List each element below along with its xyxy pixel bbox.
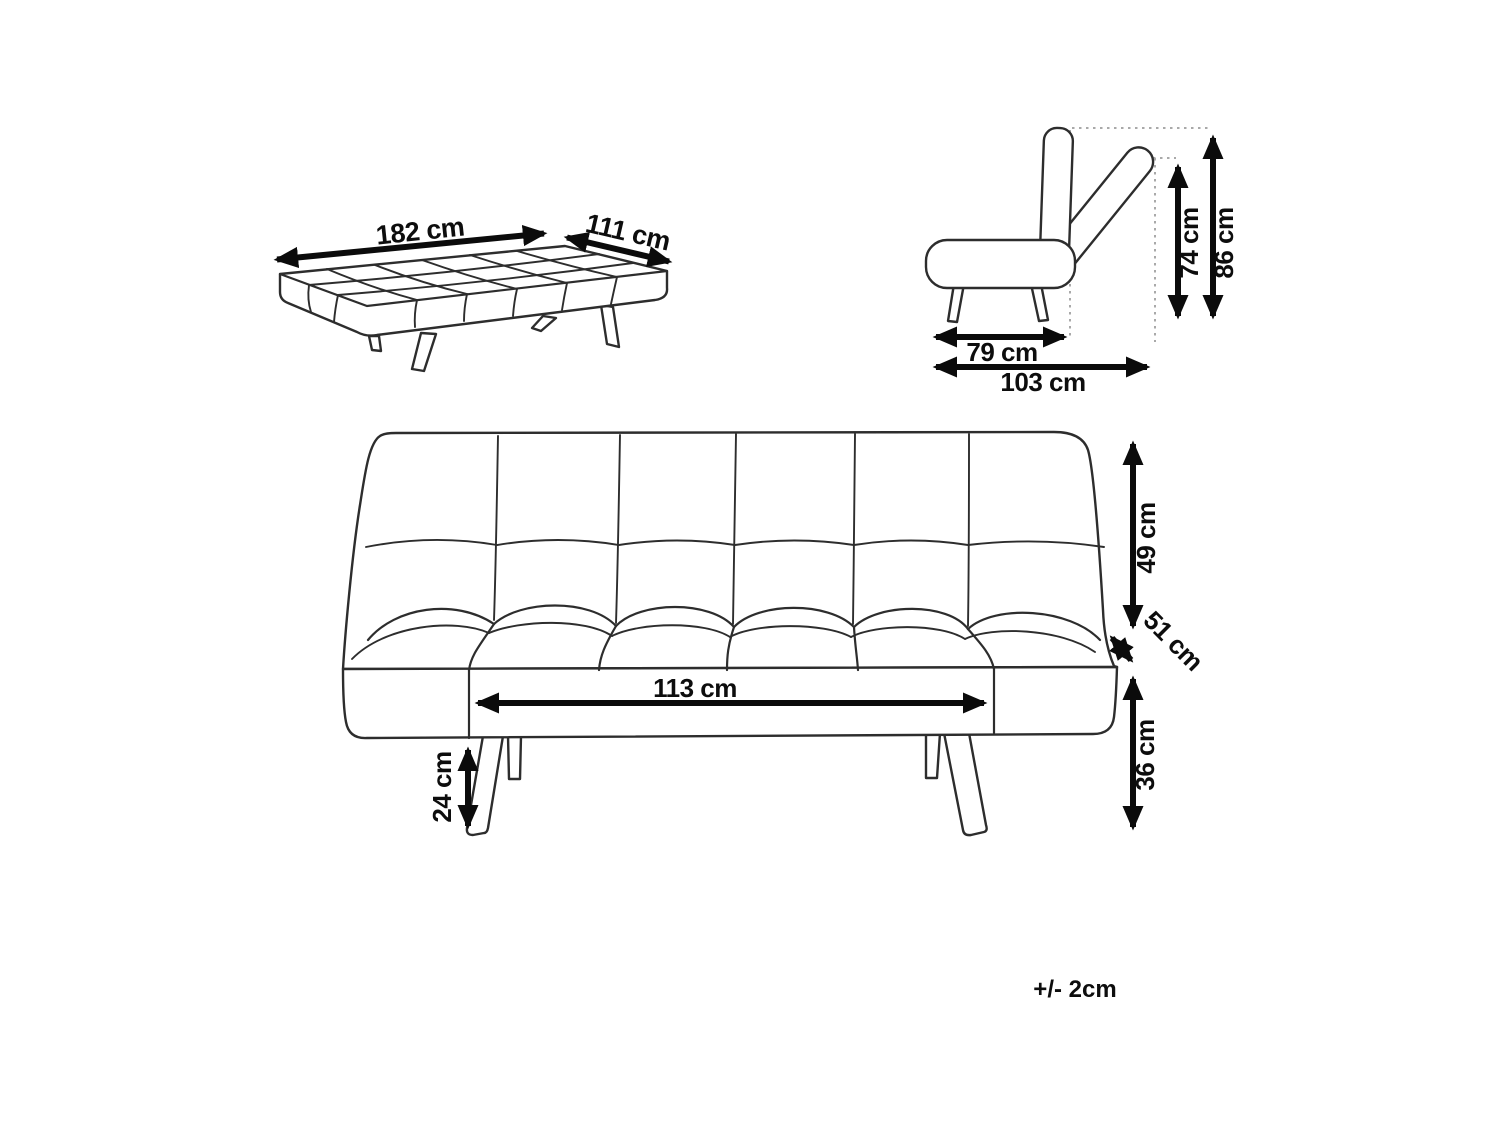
side-overall-height-label: 86 cm — [1209, 207, 1239, 279]
front-clearance-label: 24 cm — [427, 751, 457, 823]
front-backrest — [343, 432, 1117, 669]
bed-length-label: 182 cm — [374, 211, 466, 251]
side-reclined-height-label: 74 cm — [1174, 207, 1204, 279]
bed-leg — [532, 316, 556, 331]
front-backrest-seam — [968, 434, 969, 626]
side-overall-depth-label: 103 cm — [1000, 367, 1086, 397]
side-leg — [948, 284, 964, 322]
bed-leg — [601, 305, 619, 347]
side-seat-depth-label: 79 cm — [966, 337, 1038, 367]
tolerance-note: +/- 2cm — [1033, 976, 1117, 1003]
front-seat-height-label: 36 cm — [1130, 719, 1160, 791]
front-leg — [508, 736, 521, 779]
front-leg — [467, 736, 503, 835]
front-leg — [944, 733, 987, 835]
bed-flat-view — [277, 208, 673, 371]
front-backrest-height-label: 49 cm — [1131, 502, 1161, 574]
bed-leg — [412, 333, 436, 371]
front-inner-width-label: 113 cm — [653, 673, 737, 703]
front-view — [343, 432, 1209, 835]
front-seat-diagonal-arrow — [1112, 638, 1131, 660]
front-leg — [926, 733, 940, 778]
bed-width-label: 111 cm — [582, 207, 674, 257]
side-profile-view — [926, 128, 1239, 397]
side-seat — [926, 240, 1075, 288]
side-leg — [1031, 284, 1048, 321]
bed-leg — [369, 336, 381, 351]
front-seat-diagonal-label: 51 cm — [1137, 604, 1210, 677]
